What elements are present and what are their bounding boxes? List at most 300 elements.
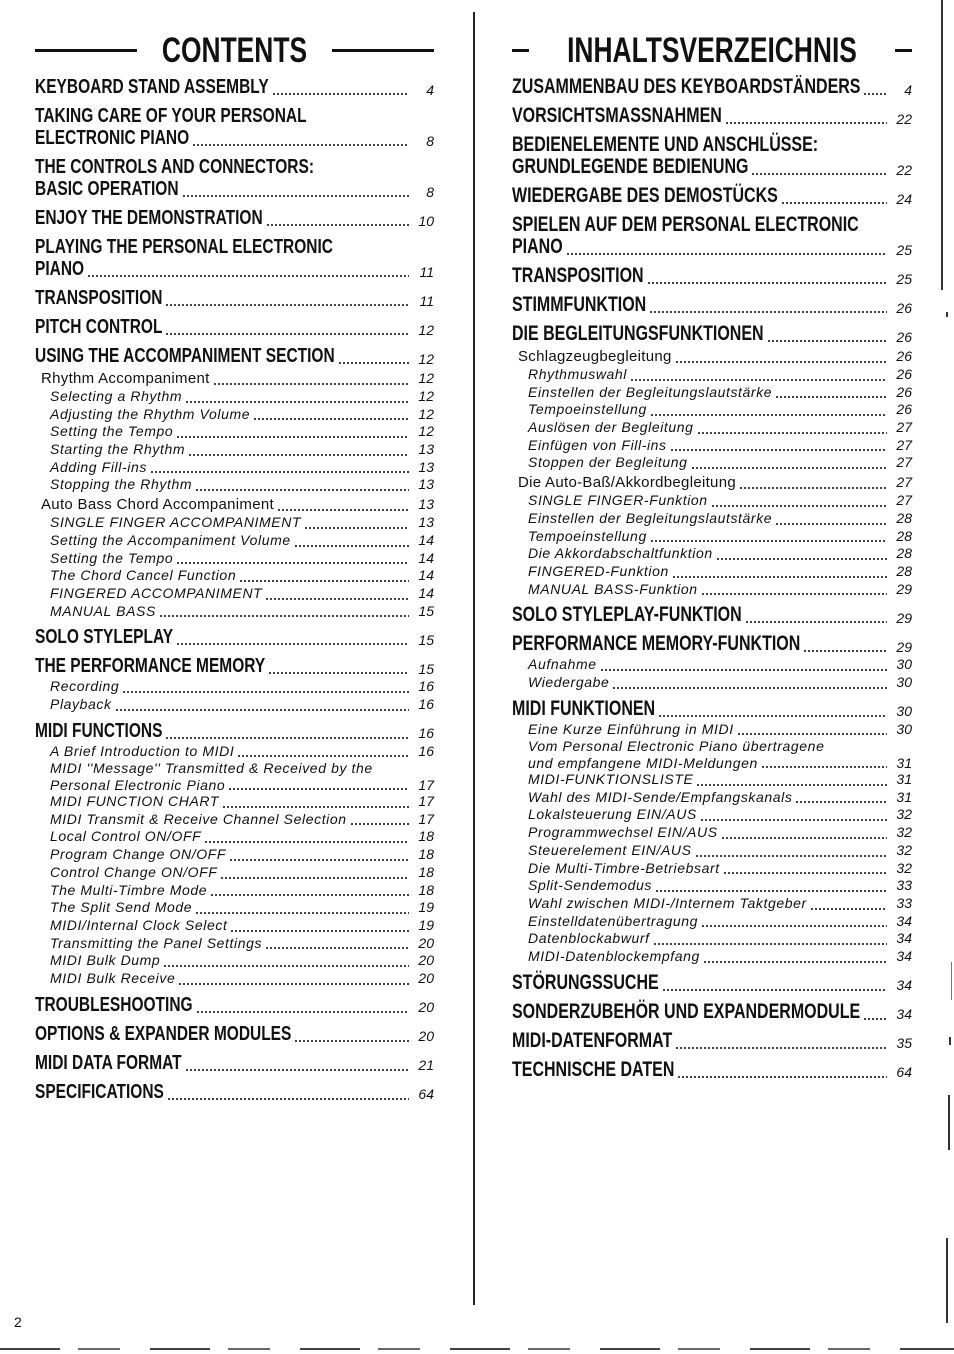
toc-entry-line: [50, 952, 434, 970]
toc-entry-title: The Multi-Timbre Mode: [50, 881, 208, 898]
scan-artifact: [949, 1037, 951, 1045]
toc-entry: [512, 973, 912, 995]
toc-entry: [35, 917, 434, 935]
toc-entry: [35, 317, 434, 339]
toc-entry: [512, 492, 912, 510]
dot-leader: [266, 208, 409, 230]
toc-entry-line: [512, 77, 912, 99]
toc-page-number: 28: [896, 527, 912, 544]
toc-page-number: 30: [896, 720, 912, 737]
toc-page-number: 28: [896, 562, 912, 579]
toc-entry: [512, 106, 912, 128]
toc-page-number: 64: [896, 1064, 912, 1081]
toc-page-number: 34: [896, 977, 912, 994]
dot-leader: [630, 366, 887, 384]
toc-entry: [35, 106, 434, 150]
dot-leader: [803, 634, 887, 656]
dot-leader: [653, 930, 887, 948]
toc-entry-title: Adding Fill-ins: [50, 458, 147, 475]
toc-entry: [512, 563, 912, 581]
toc-entry-line: [50, 406, 434, 424]
toc-page-number: 34: [896, 1006, 912, 1023]
toc-entry: [512, 1002, 912, 1024]
toc-page-number: 27: [896, 419, 912, 436]
toc-entry-line: [50, 828, 434, 846]
toc-entry: [512, 1031, 912, 1053]
dot-leader: [272, 77, 409, 99]
toc-entry-line: [528, 948, 912, 966]
toc-entry-line: [50, 441, 434, 459]
toc-entry: [35, 846, 434, 864]
toc-entry: [512, 528, 912, 546]
toc-entry-line: [518, 347, 912, 366]
toc-entry-line: [512, 186, 912, 208]
toc-entry: [35, 995, 434, 1017]
toc-entry-title: Die Multi-Timbre-Betriebsart: [528, 859, 720, 876]
toc-entry-title: Die Akkordabschaltfunktion: [528, 545, 713, 562]
toc-entry: [512, 186, 912, 208]
toc-entry-title: MIDI FUNCTIONS: [35, 719, 163, 743]
toc-entry: [512, 913, 912, 931]
dot-leader: [350, 811, 409, 829]
toc-entry-title: Personal Electronic Piano: [50, 776, 226, 793]
dot-leader: [696, 771, 887, 789]
toc-entry: [35, 1082, 434, 1104]
toc-page-number: 34: [896, 947, 912, 964]
toc-entry: [35, 952, 434, 970]
toc-entry-line: [528, 755, 912, 771]
toc-entry: [512, 215, 912, 259]
toc-entry-line: [50, 935, 434, 953]
toc-entry-title: PERFORMANCE MEMORY-FUNKTION: [512, 633, 801, 656]
contents-heading: [35, 30, 434, 70]
toc-entry-line: [528, 401, 912, 419]
toc-page-number: 11: [419, 263, 434, 280]
toc-entry: [35, 346, 434, 368]
toc-entry: [512, 581, 912, 599]
toc-page-number: 4: [426, 81, 434, 98]
dot-leader: [237, 743, 409, 761]
toc-entry-title: Adjusting the Rhythm Volume: [50, 405, 251, 422]
toc-entry: [35, 532, 434, 550]
toc-entry-title: Eine Kurze Einführung in MIDI: [528, 720, 734, 737]
toc-entry-line: [50, 550, 434, 568]
heading-dash-left: [512, 49, 529, 52]
toc-page-number: 32: [896, 859, 912, 876]
dot-leader: [775, 384, 887, 402]
toc-page-number: 14: [418, 567, 434, 584]
dot-leader: [265, 935, 409, 953]
toc-page-number: 31: [896, 771, 912, 788]
toc-entry: [512, 77, 912, 99]
dot-leader: [649, 295, 887, 317]
dot-leader: [115, 696, 409, 714]
dot-leader: [655, 877, 887, 895]
toc-entry-title: Einstelldatenübertragung: [528, 912, 699, 929]
toc-entry: [512, 366, 912, 384]
toc-entry-line: [528, 738, 912, 754]
toc-entry: [512, 842, 912, 860]
toc-entry: [512, 789, 912, 807]
toc-entry-line: [528, 789, 912, 807]
toc-page-number: 18: [418, 846, 434, 863]
toc-page-number: 4: [904, 81, 912, 98]
toc-entry-title: KEYBOARD STAND ASSEMBLY: [35, 76, 269, 99]
toc-page-number: 33: [896, 877, 912, 894]
dot-leader: [675, 347, 887, 366]
toc-entry-title: Program Change ON/OFF: [50, 846, 226, 863]
dot-leader: [810, 895, 887, 913]
toc-entry-line: [528, 674, 912, 692]
toc-entry-title: Stoppen der Begleitung: [528, 454, 688, 471]
dot-leader: [239, 567, 409, 585]
toc-page-number: 17: [418, 776, 434, 793]
toc-entry-title: The Split Send Mode: [50, 899, 193, 916]
toc-entry-line: [528, 860, 912, 878]
dot-leader: [176, 550, 409, 568]
toc-entry-title: Einstellen der Begleitungslautstärke: [528, 509, 773, 526]
toc-page-number: 20: [418, 999, 434, 1016]
toc-entry-line: [528, 510, 912, 528]
dot-leader: [725, 106, 887, 128]
toc-entry-line: [512, 157, 912, 179]
dot-leader: [781, 186, 887, 208]
toc-page-number: 26: [896, 401, 912, 418]
toc-page-number: 21: [418, 1057, 434, 1074]
toc-page-number: 27: [896, 492, 912, 509]
toc-entry-title: USING THE ACCOMPANIMENT SECTION: [35, 345, 335, 368]
toc-entry-title: Einstellen der Begleitungslautstärke: [528, 383, 773, 400]
toc-page-number: 26: [896, 383, 912, 400]
toc-entry: [35, 760, 434, 793]
toc-page-number: 25: [896, 241, 912, 258]
toc-entry-title: MIDI FUNCTION CHART: [50, 793, 220, 810]
toc-entry: [512, 384, 912, 402]
dot-leader: [697, 419, 887, 437]
toc-entry-line: [528, 913, 912, 931]
toc-entry: [512, 510, 912, 528]
toc-entry-title: Setting the Tempo: [50, 423, 174, 440]
toc-page-number: 12: [418, 370, 434, 386]
scan-artifact: [951, 962, 952, 1000]
toc-page-number: 16: [418, 678, 434, 695]
toc-entry-title: Wiedergabe: [528, 673, 610, 690]
toc-entry: [35, 208, 434, 230]
toc-page-number: 31: [896, 754, 912, 771]
toc-entry: [512, 860, 912, 878]
contents-heading: [512, 30, 912, 70]
toc-page-number: 31: [896, 788, 912, 805]
toc-entry: [35, 459, 434, 477]
toc-page-number: 16: [418, 695, 434, 712]
toc-entry-line: [35, 288, 434, 310]
page-number: 2: [14, 1314, 22, 1330]
dot-leader: [277, 495, 409, 514]
toc-page-number: 32: [896, 806, 912, 823]
dot-leader: [165, 721, 409, 743]
toc-entry-line: [50, 514, 434, 532]
dot-leader: [167, 1082, 409, 1104]
toc-entry-title: PITCH CONTROL: [35, 316, 163, 339]
dot-leader: [701, 581, 887, 599]
dot-leader: [185, 388, 409, 406]
toc-entry-line: [50, 585, 434, 603]
toc-entry: [35, 495, 434, 514]
toc-entry-title: OPTIONS & EXPANDER MODULES: [35, 1022, 292, 1046]
toc-entry-title: Vom Personal Electronic Piano übertragene: [528, 738, 825, 755]
toc-page-number: 64: [418, 1086, 434, 1103]
toc-entry-line: [50, 917, 434, 935]
toc-entry-title: und empfangene MIDI-Meldungen: [528, 754, 758, 771]
toc-entry-line: [528, 895, 912, 913]
dot-leader: [723, 860, 887, 878]
toc-entry-line: [35, 237, 434, 259]
toc-page-number: 28: [896, 545, 912, 562]
dot-leader: [737, 721, 887, 739]
toc-page-number: 10: [418, 212, 434, 229]
toc-entry-title: Starting the Rhythm: [50, 441, 186, 458]
heading-dash-right: [895, 49, 912, 52]
toc-entry: [35, 567, 434, 585]
toc-entry: [35, 441, 434, 459]
toc-entry: [35, 603, 434, 621]
dot-leader: [185, 1053, 409, 1075]
toc-entry-line: [50, 793, 434, 811]
toc-entry: [35, 1053, 434, 1075]
toc-entry-title: Wahl des MIDI-Sende/Empfangskanals: [528, 788, 793, 805]
toc-page-number: 17: [418, 810, 434, 827]
scan-artifact: [948, 1095, 950, 1150]
toc-entry-line: [512, 324, 912, 346]
contents-column-german: [512, 0, 912, 1120]
toc-entry: [512, 771, 912, 789]
dot-leader: [220, 864, 409, 882]
toc-page-number: 13: [418, 514, 434, 531]
toc-entry: [35, 793, 434, 811]
toc-page-number: 13: [418, 476, 434, 493]
dot-leader: [650, 401, 887, 419]
toc-entry-line: [518, 473, 912, 492]
toc-entry: [512, 437, 912, 455]
toc-page-number: 27: [896, 454, 912, 471]
toc-page-number: 20: [418, 1028, 434, 1045]
dot-leader: [196, 995, 409, 1017]
toc-entry-list: [512, 70, 912, 1082]
toc-entry-line: [528, 528, 912, 546]
toc-page-number: 30: [896, 673, 912, 690]
toc-entry: [35, 157, 434, 201]
toc-entry: [512, 948, 912, 966]
dot-leader: [163, 952, 409, 970]
toc-entry-line: [528, 806, 912, 824]
toc-entry-title: Einfügen von Fill-ins: [528, 436, 667, 453]
toc-entry: [35, 514, 434, 532]
heading-rule-left: [35, 49, 137, 52]
toc-entry-line: [35, 1082, 434, 1104]
toc-entry: [35, 550, 434, 568]
toc-entry: [512, 266, 912, 288]
dot-leader: [767, 324, 887, 346]
toc-entry-title: THE PERFORMANCE MEMORY: [35, 655, 266, 678]
toc-entry-title: STÖRUNGSSUCHE: [512, 971, 659, 995]
toc-entry-line: [528, 824, 912, 842]
toc-entry-title: ZUSAMMENBAU DES KEYBOARDSTÄNDERS: [512, 76, 861, 99]
toc-page-number: 16: [418, 742, 434, 759]
dot-leader: [701, 913, 887, 931]
toc-entry-title: Recording: [50, 678, 120, 695]
toc-entry: [512, 295, 912, 317]
toc-entry: [35, 388, 434, 406]
toc-entry: [512, 347, 912, 366]
scan-artifact: [946, 312, 948, 317]
toc-entry-line: [512, 106, 912, 128]
toc-page-number: 16: [418, 725, 434, 742]
toc-page-number: 33: [896, 894, 912, 911]
toc-entry-title: Die Auto-Baß/Akkordbegleitung: [518, 474, 736, 492]
dot-leader: [647, 266, 887, 288]
dot-leader: [176, 423, 409, 441]
toc-page-number: 13: [418, 496, 434, 513]
dot-leader: [150, 459, 409, 477]
toc-entry-line: [512, 634, 912, 656]
toc-entry-line: [512, 1031, 912, 1053]
dot-leader: [253, 406, 409, 424]
toc-entry: [512, 454, 912, 472]
toc-entry: [512, 1060, 912, 1082]
toc-page-number: 27: [896, 436, 912, 453]
dot-leader: [711, 492, 887, 510]
toc-entry-title: MIDI FUNKTIONEN: [512, 697, 656, 721]
toc-entry-title: MIDI/Internal Clock Select: [50, 916, 228, 933]
dot-leader: [672, 563, 887, 581]
toc-entry-line: [512, 699, 912, 721]
dot-leader: [338, 346, 409, 368]
toc-page-number: 15: [418, 602, 434, 619]
toc-page-number: 27: [896, 474, 912, 491]
scan-artifact: [0, 1348, 954, 1350]
toc-entry-title: BEDIENELEMENTE UND ANSCHLÜSSE:: [512, 134, 819, 157]
toc-entry-title: TROUBLESHOOTING: [35, 993, 193, 1017]
toc-entry-title: ENJOY THE DEMONSTRATION: [35, 207, 263, 230]
toc-entry-title: TRANSPOSITION: [512, 265, 644, 288]
toc-page-number: 29: [896, 580, 912, 597]
dot-leader: [159, 603, 409, 621]
toc-page-number: 14: [418, 531, 434, 548]
dot-leader: [294, 532, 409, 550]
toc-page-number: 12: [418, 423, 434, 440]
toc-entry-title: MIDI-DATENFORMAT: [512, 1029, 673, 1053]
toc-entry-title: Schlagzeugbegleitung: [518, 348, 672, 365]
toc-entry: [35, 882, 434, 900]
dot-leader: [863, 1002, 887, 1024]
toc-entry-line: [512, 215, 912, 237]
toc-entry-title: BASIC OPERATION: [35, 178, 179, 201]
toc-entry-title: SPIELEN AUF DEM PERSONAL ELECTRONIC: [512, 214, 859, 237]
toc-page-number: 15: [418, 660, 434, 677]
dot-leader: [775, 510, 887, 528]
toc-page-number: 12: [418, 350, 434, 367]
toc-entry: [512, 699, 912, 721]
toc-page-number: 32: [896, 841, 912, 858]
toc-page-number: 12: [418, 405, 434, 422]
toc-page-number: 8: [426, 132, 434, 149]
toc-entry-line: [528, 419, 912, 437]
toc-entry-title: SOLO STYLEPLAY: [35, 626, 174, 649]
toc-entry: [512, 877, 912, 895]
dot-leader: [695, 842, 887, 860]
toc-page-number: 15: [418, 631, 434, 648]
toc-entry-title: SINGLE FINGER-Funktion: [528, 492, 708, 509]
toc-entry-title: SINGLE FINGER ACCOMPANIMENT: [50, 514, 302, 531]
toc-entry-line: [50, 459, 434, 477]
column-divider: [473, 12, 475, 1305]
toc-entry-line: [528, 366, 912, 384]
toc-entry-title: Local Control ON/OFF: [50, 828, 202, 845]
toc-entry: [35, 288, 434, 310]
toc-entry-title: MANUAL BASS-Funktion: [528, 580, 698, 597]
toc-entry: [35, 423, 434, 441]
toc-page-number: 35: [896, 1035, 912, 1052]
toc-entry: [512, 824, 912, 842]
toc-entry: [512, 324, 912, 346]
dot-leader: [176, 627, 409, 649]
toc-entry: [512, 738, 912, 771]
toc-entry-list: [35, 70, 434, 1104]
toc-entry: [35, 899, 434, 917]
toc-entry-title: MIDI Bulk Dump: [50, 952, 161, 969]
toc-entry: [512, 674, 912, 692]
toc-entry-title: SOLO STYLEPLAY-FUNKTION: [512, 604, 742, 627]
toc-entry-line: [528, 384, 912, 402]
toc-page-number: 25: [896, 270, 912, 287]
toc-entry: [512, 930, 912, 948]
toc-page-number: 18: [418, 828, 434, 845]
toc-entry-line: [512, 1002, 912, 1024]
toc-entry-title: A Brief Introduction to MIDI: [50, 742, 235, 759]
toc-entry-line: [50, 476, 434, 494]
toc-entry: [35, 627, 434, 649]
toc-entry: [35, 970, 434, 988]
toc-page-number: 13: [418, 458, 434, 475]
toc-entry: [35, 77, 434, 99]
toc-entry-title: TAKING CARE OF YOUR PERSONAL: [35, 105, 307, 128]
toc-entry-line: [50, 811, 434, 829]
toc-entry-line: [50, 970, 434, 988]
toc-page-number: 14: [418, 584, 434, 601]
toc-page-number: 26: [896, 366, 912, 382]
toc-page-number: 24: [896, 190, 912, 207]
dot-leader: [165, 288, 409, 310]
dot-leader: [670, 437, 887, 455]
toc-entry-title: ELECTRONIC PIANO: [35, 127, 190, 150]
toc-entry-line: [50, 532, 434, 550]
toc-entry-title: Aufnahme: [528, 656, 597, 673]
toc-page-number: 18: [418, 863, 434, 880]
toc-entry: [512, 605, 912, 627]
dot-leader: [658, 699, 887, 721]
dot-leader: [304, 514, 409, 532]
dot-leader: [188, 441, 409, 459]
dot-leader: [195, 476, 409, 494]
toc-entry-line: [512, 266, 912, 288]
dot-leader: [677, 1060, 887, 1082]
toc-entry-title: Programmwechsel EIN/AUS: [528, 824, 718, 841]
toc-entry-title: Transmitting the Panel Settings: [50, 934, 263, 951]
dot-leader: [294, 1024, 409, 1046]
toc-entry: [35, 864, 434, 882]
dot-leader: [795, 789, 887, 807]
toc-entry-title: Rhythmuswahl: [528, 366, 628, 382]
